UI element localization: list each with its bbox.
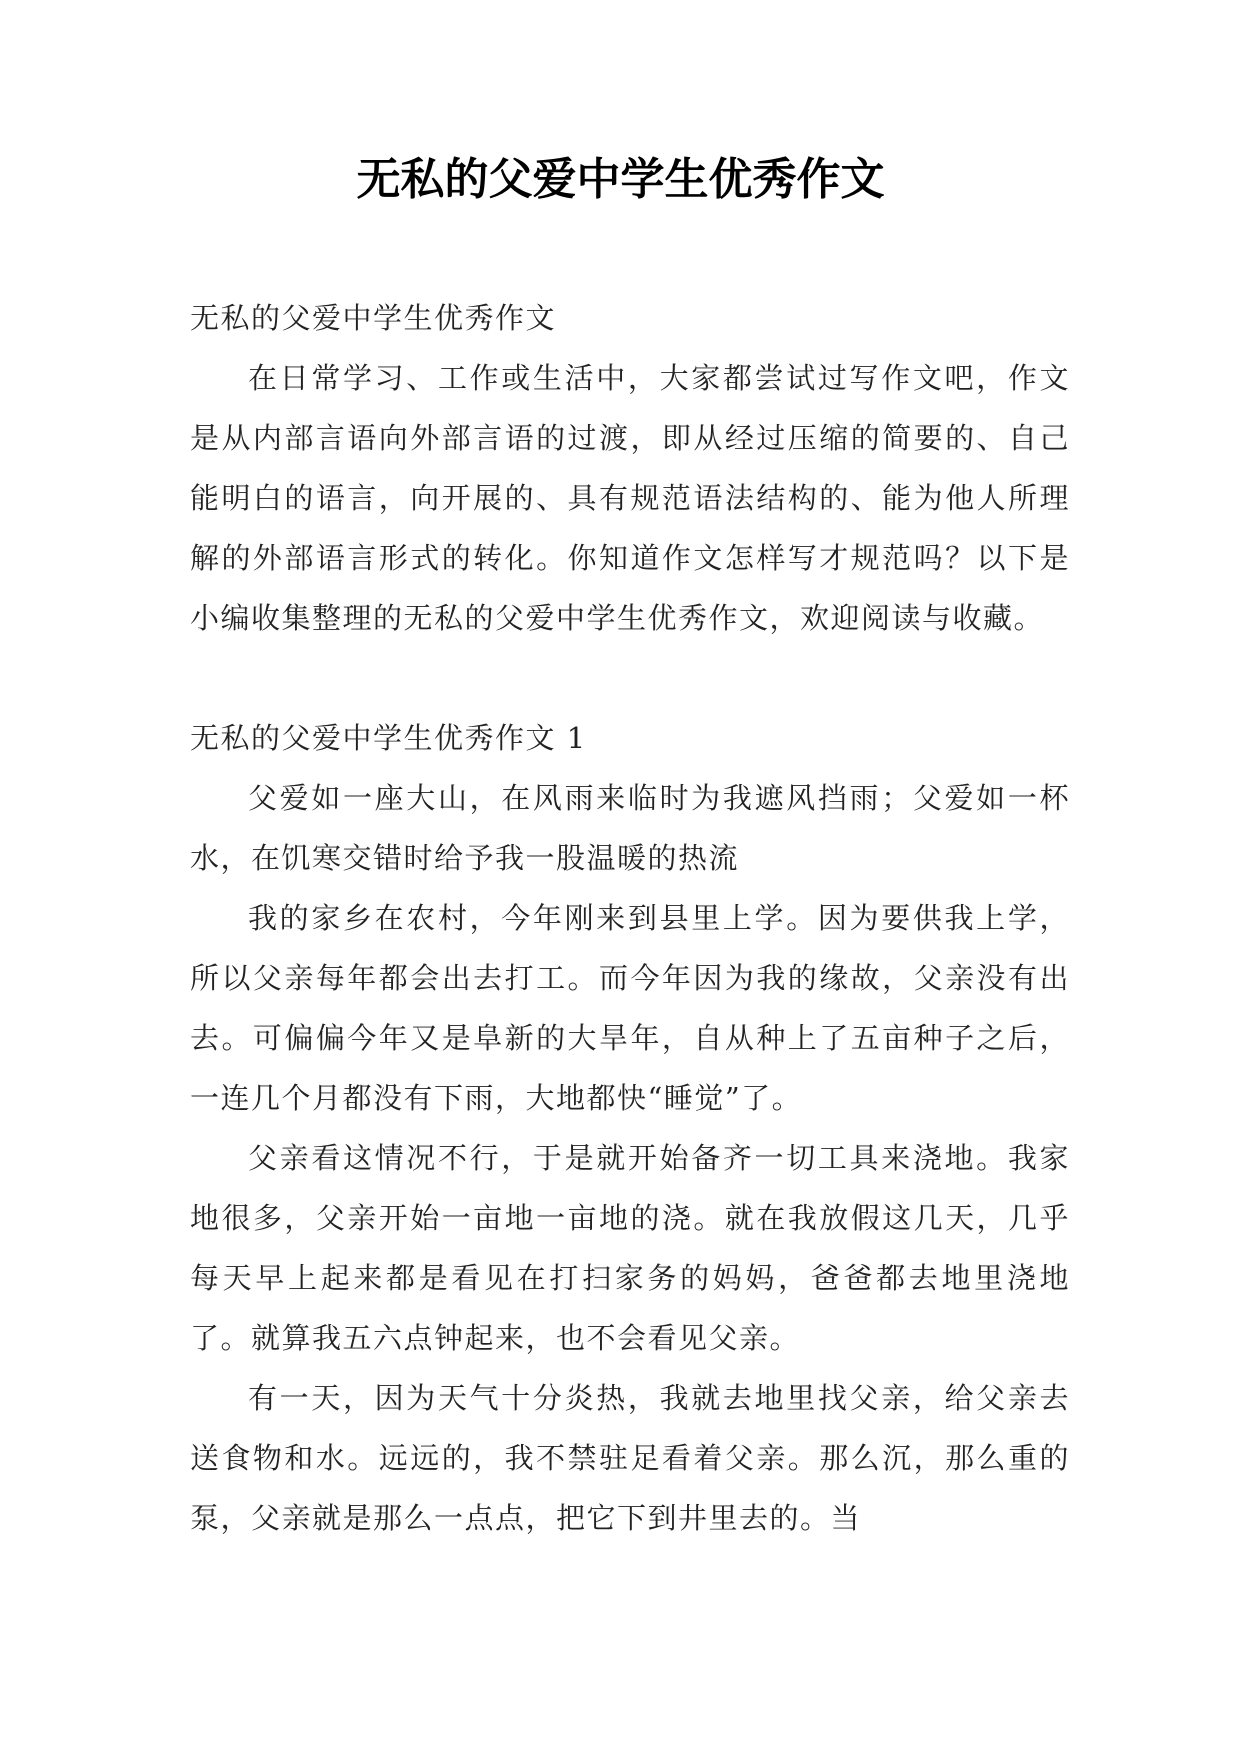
document-title: 无私的父爱中学生优秀作文 (356, 154, 885, 205)
body-paragraph: 父亲看这情况不行，于是就开始备齐一切工具来浇地。我家地很多，父亲开始一亩地一亩地的浇。就在我放假这几天，几乎每天早上起来都是看见在打扫家务的妈妈，爸爸都去地里浇地了。就算我五六点钟起来，也不会看见父亲。 (190, 1141, 1070, 1355)
body-paragraph: 有一天，因为天气十分炎热，我就去地里找父亲，给父亲去送食物和水。远远的，我不禁驻足看着父亲。那么沉，那么重的泵，父亲就是那么一点点，把它下到井里去的。当 (190, 1381, 1070, 1535)
intro-heading: 无私的父爱中学生优秀作文 (190, 301, 557, 335)
intro-paragraph: 在日常学习、工作或生活中，大家都尝试过写作文吧，作文是从内部言语向外部言语的过渡，即从经过压缩的简要的、自己能明白的语言，向开展的、具有规范语法结构的、能为他人所理解的外部语言形式的转化。你知道作文怎样写才规范吗？以下是小编收集整理的无私的父爱中学生优秀作文，欢迎阅读与收藏。 (190, 361, 1070, 635)
section-spacer (190, 648, 1070, 708)
document-body (190, 288, 1070, 1548)
body-paragraph: 父爱如一座大山，在风雨来临时为我遮风挡雨；父爱如一杯水，在饥寒交错时给予我一股温暖的热流 (190, 781, 1070, 875)
section-heading: 无私的父爱中学生优秀作文 1 (190, 721, 587, 755)
body-paragraph: 我的家乡在农村，今年刚来到县里上学。因为要供我上学，所以父亲每年都会出去打工。而今年因为我的缘故，父亲没有出去。可偏偏今年又是阜新的大旱年，自从种上了五亩种子之后，一连几个月都没有下雨，大地都快“睡觉”了。 (190, 901, 1070, 1115)
